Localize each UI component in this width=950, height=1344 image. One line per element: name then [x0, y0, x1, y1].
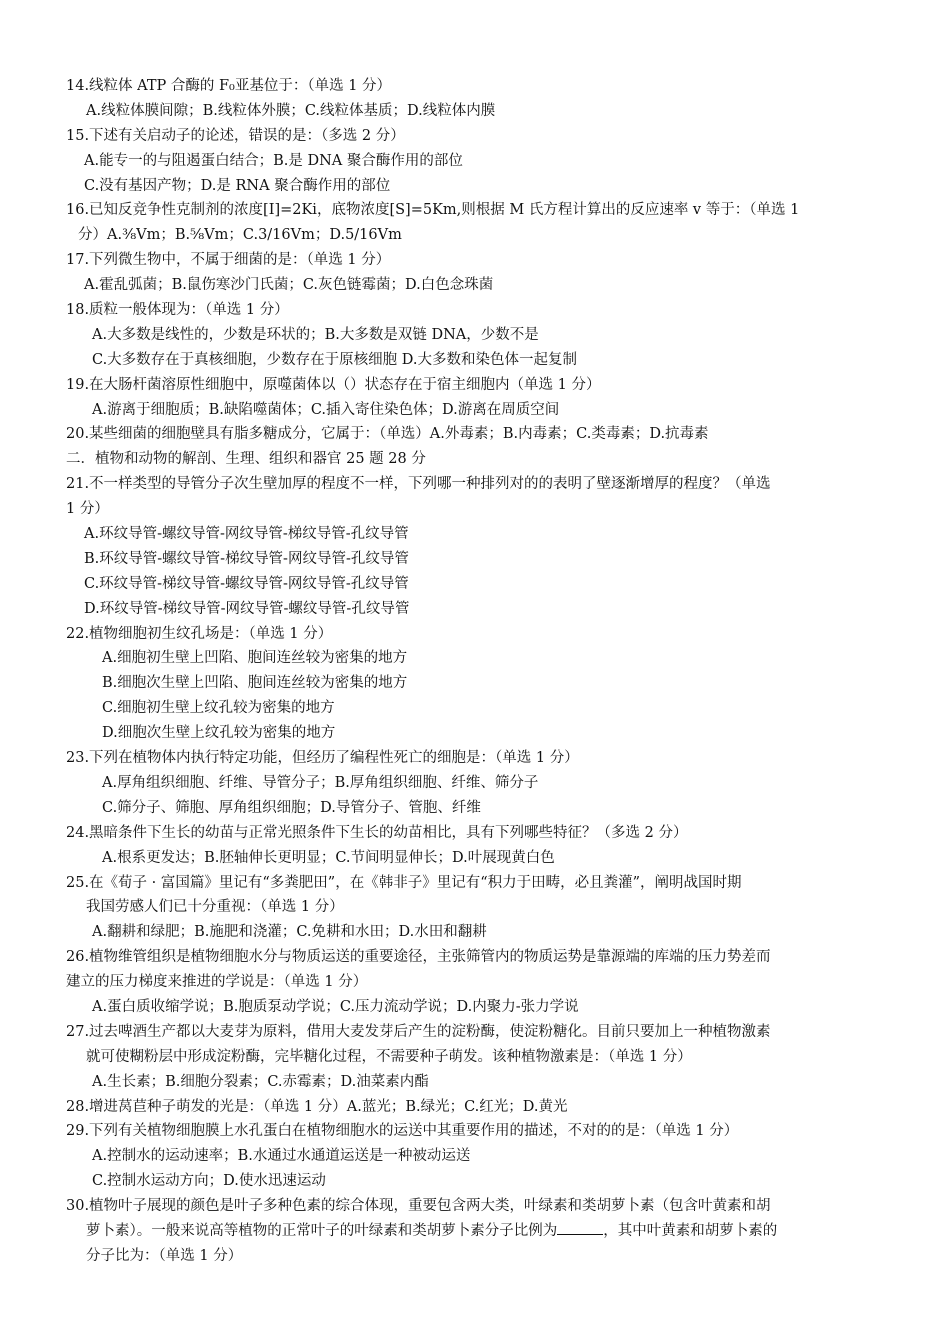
line-text: 28.增进莴苣种子萌发的光是：（单选 1 分）A.蓝光；B.绿光；C.红光；D.黄光 — [66, 1098, 568, 1115]
line-text: 24.黑暗条件下生长的幼苗与正常光照条件下生长的幼苗相比，具有下列哪些特征？（多选 2 分） — [66, 824, 688, 841]
line-text: 17.下列微生物中，不属于细菌的是：（单选 1 分） — [66, 252, 391, 269]
text-line — [66, 821, 888, 846]
text-line — [66, 597, 888, 622]
text-line — [66, 622, 888, 647]
text-line — [66, 995, 888, 1020]
text-line — [66, 796, 888, 821]
text-line — [66, 696, 888, 721]
line-text: 19.在大肠杆菌溶原性细胞中，原噬菌体以（）状态存在于宿主细胞内（单选 1 分） — [66, 376, 601, 393]
line-text: A.根系更发达；B.胚轴伸长更明显；C.节间明显伸长；D.叶展现黄白色 — [102, 849, 555, 866]
text-line — [66, 895, 888, 920]
line-text: A.大多数是线性的，少数是环状的；B.大多数是双链 DNA，少数不是 — [92, 326, 539, 343]
line-text: C.环纹导管-梯纹导管-螺纹导管-网纹导管-孔纹导管 — [84, 575, 409, 592]
line-text: A.控制水的运动速率；B.水通过水通道运送是一种被动运送 — [92, 1148, 471, 1165]
text-line — [66, 447, 888, 472]
line-text: C.筛分子、筛胞、厚角组织细胞；D.导管分子、管胞、纤维 — [102, 799, 481, 816]
line-text: D.环纹导管-梯纹导管-网纹导管-螺纹导管-孔纹导管 — [84, 600, 410, 617]
text-line — [66, 323, 888, 348]
line-text: A.霍乱弧菌；B.鼠伤寒沙门氏菌；C.灰色链霉菌；D.白色念珠菌 — [84, 277, 494, 294]
line-text: D.细胞次生壁上纹孔较为密集的地方 — [102, 725, 336, 742]
line-text: A.线粒体膜间隙；B.线粒体外膜；C.线粒体基质；D.线粒体内膜 — [86, 102, 496, 119]
text-line — [66, 422, 888, 447]
line-text: 27.过去啤酒生产都以大麦芽为原料，借用大麦发芽后产生的淀粉酶，使淀粉糖化。目前只要加上一种植物激素 — [66, 1023, 771, 1040]
line-text: A.游离于细胞质；B.缺陷噬菌体；C.插入寄住染色体；D.游离在周质空间 — [92, 401, 560, 418]
text-line — [66, 497, 888, 522]
line-text: A.细胞初生壁上凹陷、胞间连丝较为密集的地方 — [102, 650, 408, 667]
text-line — [66, 871, 888, 896]
line-text: 16.已知反竞争性克制剂的浓度[I]=2Ki，底物浓度[S]=5Km,则根据 M 氏方程计算出的反应速率 v 等于：（单选 1 — [66, 202, 800, 219]
line-text: C.控制水运动方向；D.使水迅速运动 — [92, 1173, 326, 1190]
text-line — [66, 124, 888, 149]
text-line — [66, 149, 888, 174]
line-text: 15.下述有关启动子的论述，错误的是：（多选 2 分） — [66, 127, 405, 144]
line-text: 30.植物叶子展现的颜色是叶子多种色素的综合体现，重要包含两大类，叶绿素和类胡萝卜素（包含叶黄素和胡 — [66, 1198, 771, 1215]
line-text: 22.植物细胞初生纹孔场是：（单选 1 分） — [66, 625, 333, 642]
line-text: 14.线粒体 ATP 合酶的 F₀亚基位于：（单选 1 分） — [66, 78, 392, 94]
line-text: A.翻耕和绿肥；B.施肥和浇灌；C.免耕和水田；D.水田和翻耕 — [92, 924, 487, 941]
text-line — [66, 1045, 888, 1070]
line-text: 我国劳感人们已十分重视：（单选 1 分） — [86, 899, 344, 916]
line-text: 18.质粒一般体现为：（单选 1 分） — [66, 302, 289, 319]
line-text: A.厚角组织细胞、纤维、导管分子；B.厚角组织细胞、纤维、筛分子 — [102, 774, 539, 791]
line-text: 分）A.³⁄₈Vm；B.⁵⁄₈Vm；C.3/16Vm；D.5/16Vm — [78, 227, 402, 244]
text-line — [66, 298, 888, 323]
line-text: 二．植物和动物的解剖、生理、组织和器官 25 题 28 分 — [66, 451, 426, 468]
text-line — [66, 99, 888, 124]
line-text: A.生长素；B.细胞分裂素；C.赤霉素；D.油菜素内酯 — [92, 1073, 429, 1090]
text-line — [66, 373, 888, 398]
text-line — [66, 174, 888, 199]
text-line — [66, 74, 888, 99]
line-text: 21.不一样类型的导管分子次生壁加厚的程度不一样，下列哪一种排列对的的表明了壁逐渐增厚的程度？（单选 — [66, 476, 771, 493]
text-line — [66, 547, 888, 572]
line-text: 29.下列有关植物细胞膜上水孔蛋白在植物细胞水的运送中其重要作用的描述，不对的的是：（单选 1 分） — [66, 1123, 739, 1140]
line-text: 萝卜素）。一般来说高等植物的正常叶子的叶绿素和类胡萝卜素分子比例为 — [86, 1222, 558, 1239]
text-line — [66, 1119, 888, 1144]
text-line — [66, 721, 888, 746]
line-text: 分子比为：（单选 1 分） — [86, 1247, 243, 1264]
line-text: C.细胞初生壁上纹孔较为密集的地方 — [102, 700, 335, 717]
text-line — [66, 1095, 888, 1120]
text-line — [66, 248, 888, 273]
line-text: 20.某些细菌的细胞壁具有脂多糖成分，它属于：（单选）A.外毒素；B.内毒素；C.类毒素；D.抗毒素 — [66, 426, 709, 443]
line-text: 1 分） — [66, 501, 109, 518]
text-line — [66, 348, 888, 373]
text-line — [66, 646, 888, 671]
line-text-after-blank: ，其中叶黄素和胡萝卜素的 — [603, 1222, 778, 1239]
text-line — [66, 572, 888, 597]
text-line — [66, 223, 888, 248]
text-line — [66, 671, 888, 696]
text-line — [66, 522, 888, 547]
question-list — [66, 74, 888, 1269]
line-text: B.细胞次生壁上凹陷、胞间连丝较为密集的地方 — [102, 675, 408, 692]
line-text: 25.在《荀子 · 富国篇》里记有“多粪肥田”，在《韩非子》里记有“积力于田畴，必且粪灌”，阐明战国时期 — [66, 874, 742, 891]
line-text: C.没有基因产物；D.是 RNA 聚合酶作用的部位 — [84, 177, 391, 194]
line-text: A.蛋白质收缩学说；B.胞质泵动学说；C.压力流动学说；D.内聚力-张力学说 — [92, 998, 579, 1015]
text-line — [66, 771, 888, 796]
line-text: B.环纹导管-螺纹导管-梯纹导管-网纹导管-孔纹导管 — [84, 550, 409, 567]
text-line — [66, 1169, 888, 1194]
answer-blank — [557, 1220, 603, 1235]
text-line — [66, 273, 888, 298]
text-line — [66, 846, 888, 871]
line-text: 26.植物维管组织是植物细胞水分与物质运送的重要途径，主张筛管内的物质运势是靠源端的库端的压力势差而 — [66, 949, 771, 966]
line-text: A.能专一的与阻遏蛋白结合；B.是 DNA 聚合酶作用的部位 — [84, 152, 463, 169]
line-text: A.环纹导管-螺纹导管-网纹导管-梯纹导管-孔纹导管 — [84, 526, 409, 543]
text-line — [66, 920, 888, 945]
text-line — [66, 472, 888, 497]
text-line — [66, 1144, 888, 1169]
line-text: C.大多数存在于真核细胞，少数存在于原核细胞 D.大多数和染色体一起复制 — [92, 351, 578, 368]
line-text: 建立的压力梯度来推进的学说是：（单选 1 分） — [66, 974, 368, 991]
text-line — [66, 945, 888, 970]
text-line — [66, 198, 888, 223]
text-line — [66, 746, 888, 771]
text-line — [66, 1244, 888, 1269]
text-line — [66, 1219, 888, 1244]
text-line — [66, 398, 888, 423]
line-text: 23.下列在植物体内执行特定功能，但经历了编程性死亡的细胞是：（单选 1 分） — [66, 750, 579, 767]
text-line — [66, 970, 888, 995]
text-line — [66, 1070, 888, 1095]
line-text: 就可使糊粉层中形成淀粉酶，完毕糖化过程，不需要种子萌发。该种植物激素是：（单选 1 分） — [86, 1048, 692, 1065]
text-line — [66, 1194, 888, 1219]
text-line — [66, 1020, 888, 1045]
